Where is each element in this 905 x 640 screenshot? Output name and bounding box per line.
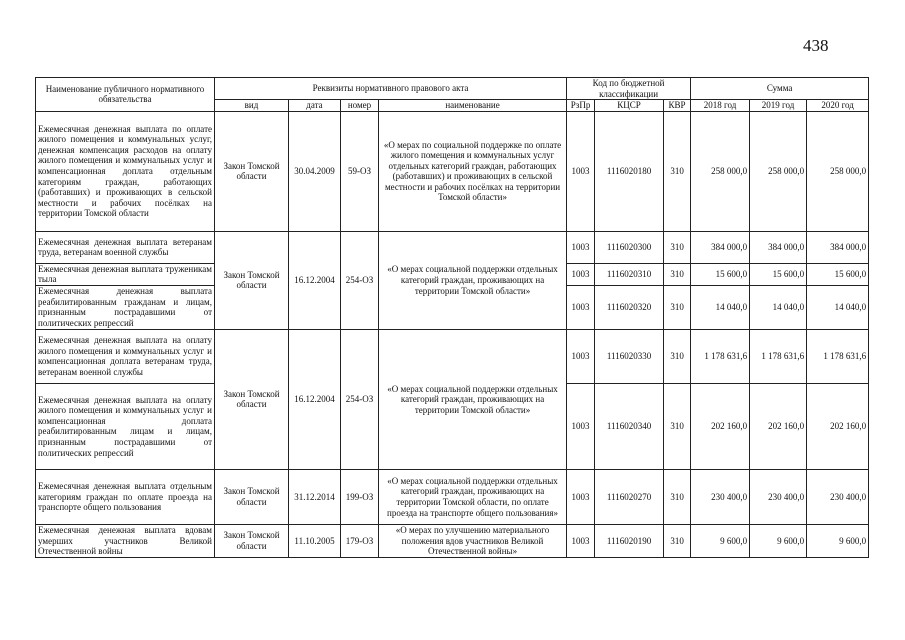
act-number: 199-ОЗ [341,469,379,524]
act-type: Закон Томской области [215,329,289,469]
rzpr-code: 1003 [567,111,595,231]
header-2018: 2018 год [691,100,750,112]
kvr-code: 310 [664,329,691,383]
act-name: «О мерах социальной поддержки отдельных категорий граждан, проживающих на территории Томской области» [379,329,567,469]
kvr-code: 310 [664,469,691,524]
obligation-name: Ежемесячная денежная выплата ветеранам труда, ветеранам военной службы [36,231,215,263]
header-obligation-name: Наименование публичного нормативного обязательства [36,78,215,112]
sum-2020: 14 040,0 [807,285,869,329]
sum-2019: 14 040,0 [750,285,807,329]
obligation-name: Ежемесячная денежная выплата вдовам умерших участников Великой Отечественной войны [36,524,215,557]
header-budget-code: Код по бюджетной классификации [567,78,691,100]
kvr-code: 310 [664,383,691,469]
obligation-name: Ежемесячная денежная выплата труженикам тыла [36,263,215,285]
kvr-code: 310 [664,524,691,557]
obligation-name: Ежемесячная денежная выплата на оплату жилого помещения и коммунальных услуг и компенсационная доплата реабилитированным лицам и лицам, признанным пострадавшими от политических репрессий [36,383,215,469]
rzpr-code: 1003 [567,469,595,524]
sum-2018: 258 000,0 [691,111,750,231]
kvr-code: 310 [664,285,691,329]
act-type: Закон Томской области [215,231,289,329]
act-name: «О мерах социальной поддержки отдельных категорий граждан, проживающих на территории Томской области» [379,231,567,329]
rzpr-code: 1003 [567,231,595,263]
act-date: 31.12.2014 [289,469,341,524]
kcsr-code: 1116020320 [595,285,664,329]
sum-2019: 1 178 631,6 [750,329,807,383]
sum-2020: 15 600,0 [807,263,869,285]
sum-2020: 1 178 631,6 [807,329,869,383]
act-date: 30.04.2009 [289,111,341,231]
act-name: «О мерах по улучшению материального положения вдов участников Великой Отечественной войны» [379,524,567,557]
header-act-details: Реквизиты нормативного правового акта [215,78,567,100]
table-row [36,111,869,231]
act-name: «О мерах социальной поддержки отдельных категорий граждан, проживающих на территории Томской области, по оплате проезда на транспорте общего пользования» [379,469,567,524]
sum-2018: 202 160,0 [691,383,750,469]
header-rzpr: РзПр [567,100,595,112]
obligation-name: Ежемесячная денежная выплата отдельным категориям граждан по оплате проезда на транспорте общего пользования [36,469,215,524]
kcsr-code: 1116020330 [595,329,664,383]
rzpr-code: 1003 [567,383,595,469]
sum-2020: 9 600,0 [807,524,869,557]
sum-2019: 230 400,0 [750,469,807,524]
sum-2019: 15 600,0 [750,263,807,285]
rzpr-code: 1003 [567,329,595,383]
header-kvr: КВР [664,100,691,112]
header-vid: вид [215,100,289,112]
act-type: Закон Томской области [215,524,289,557]
act-number: 179-ОЗ [341,524,379,557]
rzpr-code: 1003 [567,263,595,285]
sum-2020: 258 000,0 [807,111,869,231]
header-2020: 2020 год [807,100,869,112]
sum-2018: 9 600,0 [691,524,750,557]
kvr-code: 310 [664,111,691,231]
sum-2020: 202 160,0 [807,383,869,469]
sum-2018: 14 040,0 [691,285,750,329]
header-date: дата [289,100,341,112]
sum-2019: 384 000,0 [750,231,807,263]
sum-2020: 230 400,0 [807,469,869,524]
rzpr-code: 1003 [567,285,595,329]
act-number: 59-ОЗ [341,111,379,231]
sum-2018: 15 600,0 [691,263,750,285]
obligation-name: Ежемесячная денежная выплата на оплату жилого помещения и коммунальных услуг и компенсационная доплата ветеранам труда, ветеранам военной службы [36,329,215,383]
obligation-name: Ежемесячная денежная выплата реабилитированным гражданам и лицам, признанным пострадавшими от политических репрессий [36,285,215,329]
kvr-code: 310 [664,231,691,263]
table-row [36,469,869,524]
kcsr-code: 1116020180 [595,111,664,231]
kcsr-code: 1116020310 [595,263,664,285]
sum-2018: 384 000,0 [691,231,750,263]
kvr-code: 310 [664,263,691,285]
header-number: номер [341,100,379,112]
sum-2019: 258 000,0 [750,111,807,231]
act-type: Закон Томской области [215,469,289,524]
act-name: «О мерах по социальной поддержке по оплате жилого помещения и коммунальных услуг отдельных категорий граждан, работающих (работавших) и проживающих в сельской местности и рабочих посёлках на территории Томской области» [379,111,567,231]
table-row [36,329,869,383]
table-row [36,524,869,557]
sum-2018: 1 178 631,6 [691,329,750,383]
kcsr-code: 1116020300 [595,231,664,263]
header-sum: Сумма [691,78,869,100]
obligations-table [35,77,869,558]
header-2019: 2019 год [750,100,807,112]
kcsr-code: 1116020270 [595,469,664,524]
act-date: 16.12.2004 [289,231,341,329]
header-name: наименование [379,100,567,112]
act-number: 254-ОЗ [341,231,379,329]
header-kcsr: КЦСР [595,100,664,112]
sum-2018: 230 400,0 [691,469,750,524]
sum-2019: 9 600,0 [750,524,807,557]
page-number: 438 [803,36,829,55]
obligation-name: Ежемесячная денежная выплата по оплате жилого помещения и коммунальных услуг, денежная компенсация расходов на оплату жилого помещения и коммунальных услуг и компенсационная доплата отдельным категориям граждан, работающих (работавших) и проживающих в сельской местности и рабочих посёлках на территории Томской области [36,111,215,231]
act-number: 254-ОЗ [341,329,379,469]
kcsr-code: 1116020340 [595,383,664,469]
act-type: Закон Томской области [215,111,289,231]
act-date: 16.12.2004 [289,329,341,469]
sum-2020: 384 000,0 [807,231,869,263]
sum-2019: 202 160,0 [750,383,807,469]
rzpr-code: 1003 [567,524,595,557]
act-date: 11.10.2005 [289,524,341,557]
kcsr-code: 1116020190 [595,524,664,557]
table-row [36,231,869,263]
